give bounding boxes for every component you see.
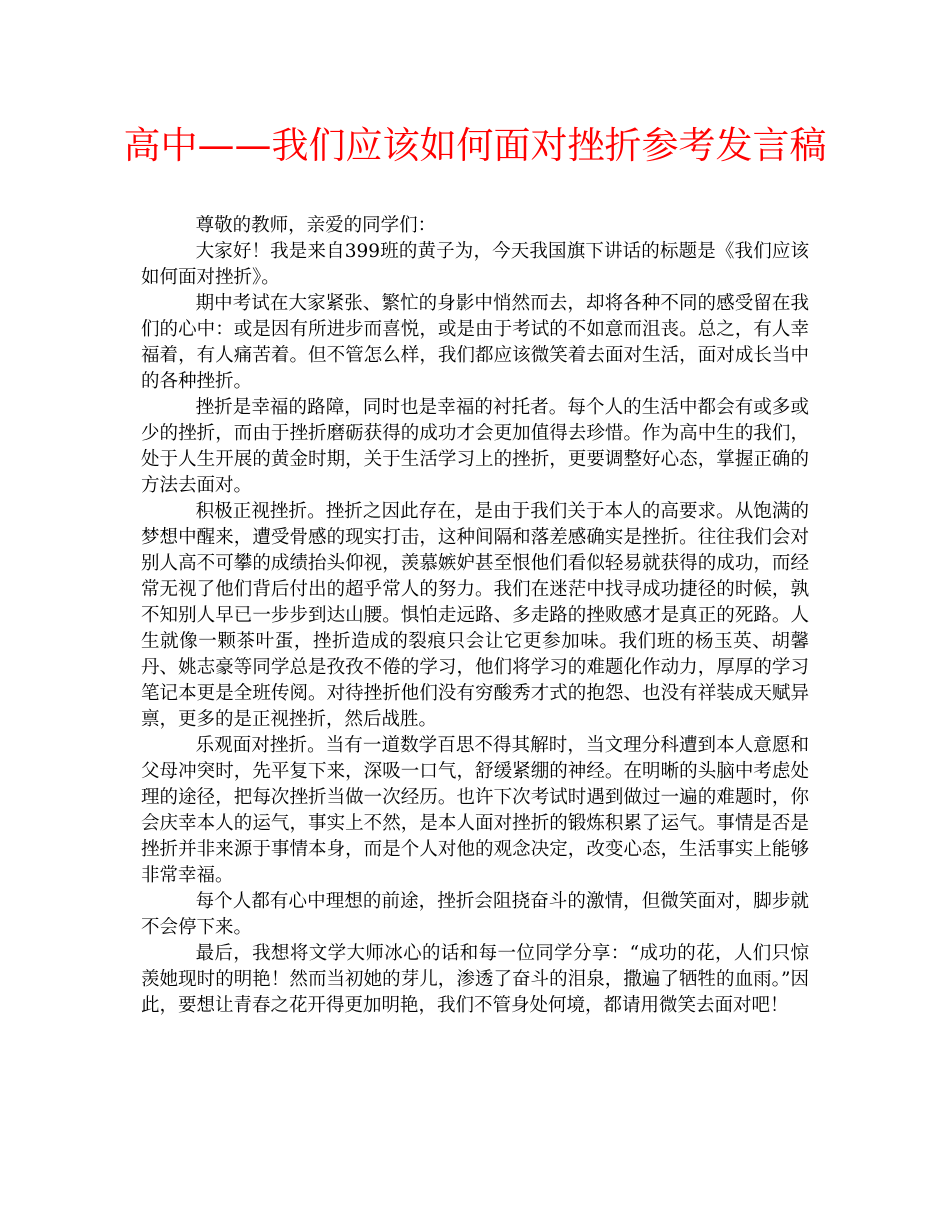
paragraph-optimism: 乐观面对挫折。当有一道数学百思不得其解时，当文理分科遭到本人意愿和父母冲突时，先平复下来，深吸一口气，舒缓紧绷的神经。在明晰的头脑中考虑处理的途径，把每次挫折当做一次经历。也许下次考试时遇到做过一遍的难题时，你会庆幸本人的运气，事实上不然，是本人面对挫折的锻炼积累了运气。事情是否是挫折并非来源于事情本身，而是个人对他的观念决定，改变心态，生活事实上能够非常幸福。	[141, 735, 809, 886]
paragraph-exam-feelings: 期中考试在大家紧张、繁忙的身影中悄然而去，却将各种不同的感受留在我们的心中：或是因有所进步而喜悦，或是由于考试的不如意而沮丧。总之，有人幸福着，有人痛苦着。但不管怎么样，我们都应该微笑着去面对生活，面对成长当中的各种挫折。	[141, 293, 809, 392]
paragraph-ideals: 每个人都有心中理想的前途，挫折会阻挠奋斗的激情，但微笑面对，脚步就不会停下来。	[141, 891, 809, 938]
paragraph-closing: 最后，我想将文学大师冰心的话和每一位同学分享：“成功的花，人们只惊羡她现时的明艳！然而当初她的芽儿，渗透了奋斗的泪泉，撒遍了牺牲的血雨。”因此，要想让青春之花开得更加明艳，我们不管身处何境，都请用微笑去面对吧！	[141, 943, 809, 1016]
paragraph-intro: 大家好！我是来自399班的黄子为，今天我国旗下讲话的标题是《我们应该如何面对挫折》。	[141, 241, 809, 288]
greeting-paragraph: 尊敬的教师，亲爱的同学们：	[195, 215, 437, 236]
paragraph-face-setbacks-positively: 积极正视挫折。挫折之因此存在，是由于我们关于本人的高要求。从饱满的梦想中醒来，遭受骨感的现实打击，这种间隔和落差感确实是挫折。往往我们会对别人高不可攀的成绩抬头仰视，羡慕嫉妒甚至恨他们看似轻易就获得的成功，而经常无视了他们背后付出的超乎常人的努力。我们在迷茫中找寻成功捷径的时候，孰不知别人早已一步步到达山腰。惧怕走远路、多走路的挫败感才是真正的死路。人生就像一颗茶叶蛋，挫折造成的裂痕只会让它更参加味。我们班的杨玉英、胡馨丹、姚志豪等同学总是孜孜不倦的学习，他们将学习的难题化作动力，厚厚的学习笔记本更是全班传阅。对待挫折他们没有穷酸秀才式的抱怨、也没有祥装成天赋异禀，更多的是正视挫折，然后战胜。	[141, 501, 809, 730]
document-title: 高中——我们应该如何面对挫折参考发言稿	[123, 124, 827, 167]
document-body	[141, 213, 809, 1019]
paragraph-setbacks-happiness: 挫折是幸福的路障，同时也是幸福的衬托者。每个人的生活中都会有或多或少的挫折，而由于挫折磨砺获得的成功才会更加值得去珍惜。作为高中生的我们，处于人生开展的黄金时期，关于生活学习上的挫折，更要调整好心态，掌握正确的方法去面对。	[141, 397, 809, 496]
